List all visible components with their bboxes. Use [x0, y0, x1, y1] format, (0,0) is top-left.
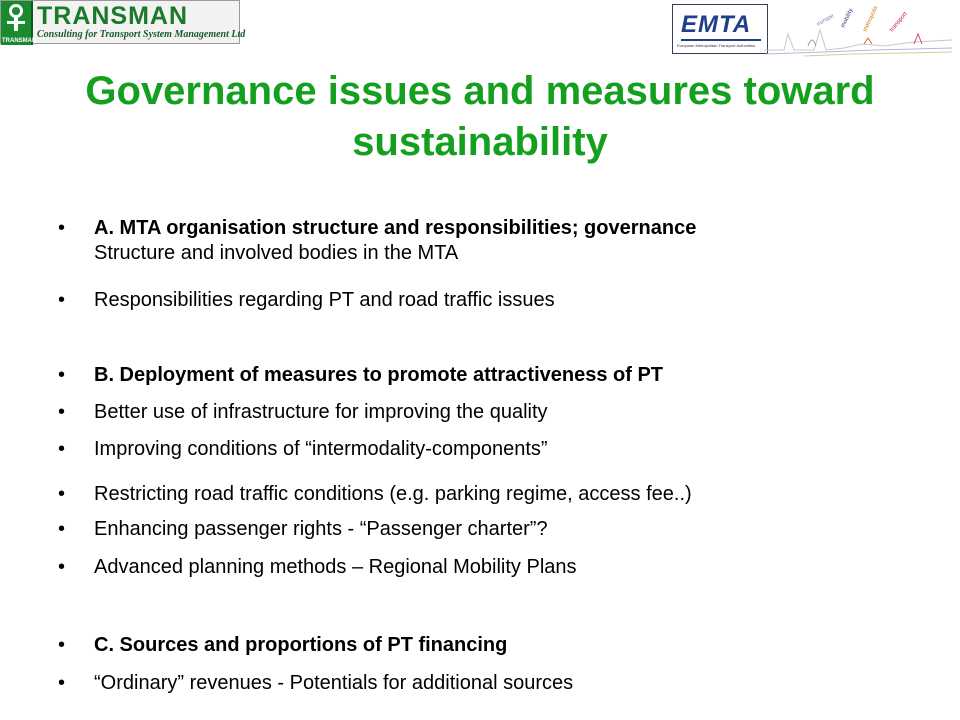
emta-word-3: metropolis: [862, 5, 880, 33]
bullet-text: Advanced planning methods – Regional Mobility Plans: [94, 556, 577, 578]
bullet-text: Enhancing passenger rights - “Passenger charter”?: [94, 518, 548, 540]
transman-emblem-label: TRANSMAN: [2, 38, 37, 44]
transman-name: TRANSMAN: [37, 2, 189, 30]
emta-skyline-icon: [764, 4, 954, 62]
bullet-subtext: Structure and involved bodies in the MTA: [94, 242, 459, 264]
emta-word-4: transport: [888, 11, 909, 34]
bullet-dot: •: [58, 217, 66, 239]
bullet-text: Responsibilities regarding PT and road traffic issues: [94, 289, 555, 311]
transman-logo: [0, 0, 246, 44]
bullet-dot: •: [58, 634, 66, 656]
bullet-dot: •: [58, 483, 66, 505]
bullet-dot: •: [58, 672, 66, 694]
emta-box: [672, 4, 768, 54]
bullet-dot: •: [58, 556, 66, 578]
bullet-text: Restricting road traffic conditions (e.g. parking regime, access fee..): [94, 483, 692, 505]
bullet-text: Improving conditions of “intermodality-components”: [94, 438, 548, 460]
bullet-dot: •: [58, 401, 66, 423]
emta-logo: [672, 4, 954, 62]
bullet-dot: •: [58, 438, 66, 460]
slide-title: Governance issues and measures toward sustainability: [85, 69, 875, 164]
bullet-text: C. Sources and proportions of PT financing: [94, 634, 508, 656]
bullet-dot: •: [58, 518, 66, 540]
emta-underline: [681, 39, 761, 42]
bullet-dot: •: [58, 289, 66, 311]
bullet-text: B. Deployment of measures to promote attractiveness of PT: [94, 364, 664, 386]
bullet-dot: •: [58, 364, 66, 386]
emta-subtitle: European Metropolitan Transport Authorities: [677, 43, 756, 48]
transman-tagline: Consulting for Transport System Management Ltd: [37, 29, 246, 40]
bullet-text: A. MTA organisation structure and responsibilities; governance: [94, 217, 697, 239]
emta-word-1: europe: [816, 13, 836, 28]
transman-emblem-icon: [1, 1, 37, 45]
bullet-text: “Ordinary” revenues - Potentials for additional sources: [94, 672, 574, 694]
emta-wordmark: EMTA: [681, 11, 752, 38]
emta-word-2: mobility: [840, 7, 855, 29]
bullet-text: Better use of infrastructure for improving the quality: [94, 401, 548, 423]
